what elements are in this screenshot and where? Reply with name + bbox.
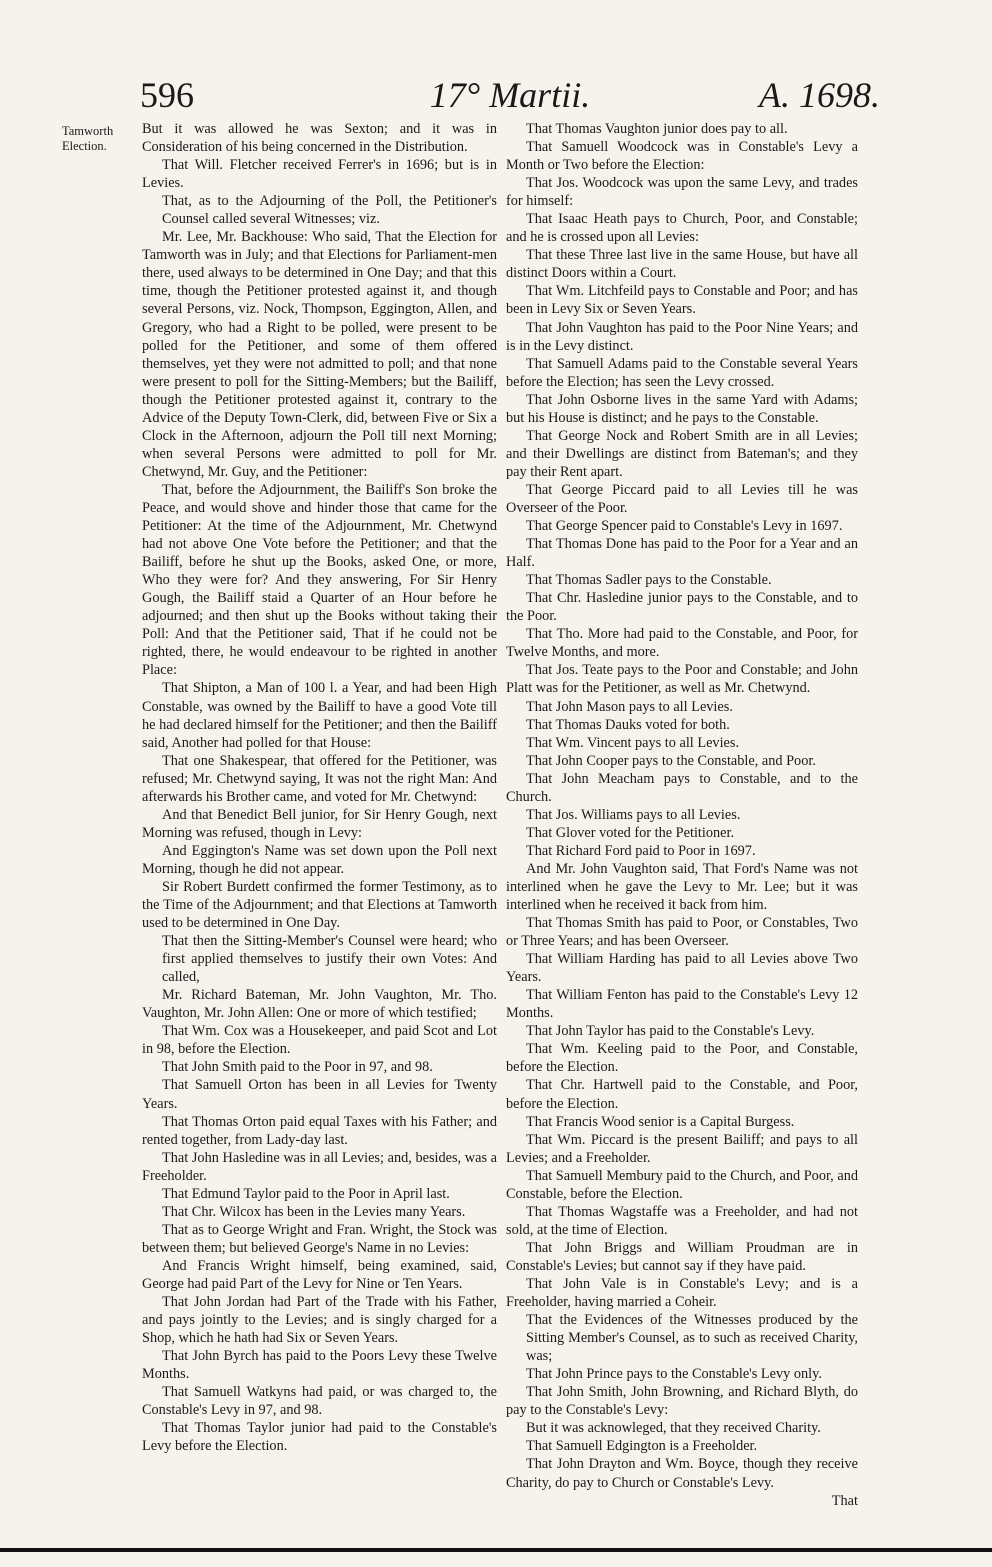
paragraph: That, as to the Adjourning of the Poll, the Petitioner's Counsel called several Witnesses; viz.	[162, 193, 497, 228]
paragraph: That as to George Wright and Fran. Wright, the Stock was between them; but believed George's Name in no Levies:	[142, 1221, 497, 1256]
paragraph: That Chr. Hartwell paid to the Constable, and Poor, before the Election.	[506, 1077, 858, 1112]
paragraph: That Samuell Orton has been in all Levies for Twenty Years.	[142, 1077, 497, 1112]
paragraph: That John Prince pays to the Constable's Levy only.	[526, 1366, 822, 1383]
paragraph: That Thomas Orton paid equal Taxes with his Father; and rented together, from Lady-day last.	[142, 1113, 497, 1148]
paragraph: That Will. Fletcher received Ferrer's in 1696; but is in Levies.	[142, 157, 497, 192]
paragraph: That Wm. Vincent pays to all Levies.	[526, 734, 740, 751]
paragraph: That Jos. Teate pays to the Poor and Constable; and John Platt was for the Petitioner, as well as Mr. Chetwynd.	[506, 662, 858, 697]
margin-note: Tamworth Election.	[62, 124, 114, 153]
paragraph: That John Hasledine was in all Levies; and, besides, was a Freeholder.	[142, 1149, 497, 1184]
running-year: A. 1698.	[759, 75, 880, 115]
paragraph: That John Byrch has paid to the Poors Levy these Twelve Months.	[142, 1348, 497, 1383]
catchword: That	[831, 1492, 858, 1509]
paragraph: That Jos. Williams pays to all Levies.	[526, 806, 741, 823]
paragraph: That John Vale is in Constable's Levy; and is a Freeholder, having married a Coheir.	[506, 1276, 858, 1311]
page-number: 596	[140, 75, 194, 115]
paragraph: That Thomas Wagstaffe was a Freeholder, and had not sold, at the time of Election.	[506, 1203, 858, 1238]
paragraph: That John Jordan had Part of the Trade with his Father, and pays jointly to the Levies; and is singly charged for a Shop, which he hath had Six or Seven Years.	[142, 1294, 497, 1347]
paragraph: That the Evidences of the Witnesses produced by the Sitting Member's Counsel, as to such as received Charity, was;	[526, 1312, 858, 1365]
paragraph: That Wm. Cox was a Housekeeper, and paid Scot and Lot in 98, before the Election.	[142, 1023, 497, 1058]
paragraph: That Samuell Woodcock was in Constable's Levy a Month or Two before the Election:	[506, 139, 858, 174]
paragraph: That Wm. Piccard is the present Bailiff; and pays to all Levies; and a Freeholder.	[506, 1131, 858, 1166]
paragraph: That Edmund Taylor paid to the Poor in April last.	[162, 1185, 450, 1202]
paragraph: Mr. Lee, Mr. Backhouse: Who said, That the Election for Tamworth was in July; and that Elections for Parliament-men there, used always to be determined in One Day; and that this time, though the Petitioner protested against it, and though several Persons, viz. Nock, Thompson, Eggington, Allen, and Gregory, who had a Right to be polled, were present to be polled for the Petitioner, and some of them offered themselves, yet they were not admitted to poll; and that none were present to poll for the Sitting-Members; but the Bailiff, though the Petitioner protested against it, contrary to the Advice of the Deputy Town-Clerk, did, between Five or Six a Clock in the Afternoon, adjourn the Poll till next Morning; when several Persons were admitted to poll for Mr. Chetwynd, Mr. Guy, and the Petitioner:	[142, 229, 497, 480]
paragraph: And Eggington's Name was set down upon the Poll next Morning, though he did not appear.	[142, 842, 497, 877]
paragraph: That then the Sitting-Member's Counsel were heard; who first applied themselves to justify their own Votes: And called,	[162, 933, 497, 986]
paragraph: That Thomas Done has paid to the Poor for a Year and an Half.	[506, 536, 858, 571]
paragraph: That Thomas Dauks voted for both.	[526, 716, 730, 733]
paragraph: But it was allowed he was Sexton; and it was in Consideration of his being concerned in the Distribution.	[142, 121, 497, 156]
paragraph: That Francis Wood senior is a Capital Burgess.	[526, 1113, 795, 1130]
paragraph: That Isaac Heath pays to Church, Poor, and Constable; and he is crossed upon all Levies:	[506, 211, 858, 246]
paragraph: That Wm. Litchfeild pays to Constable and Poor; and has been in Levy Six or Seven Years.	[506, 283, 858, 318]
paragraph: That Thomas Taylor junior had paid to the Constable's Levy before the Election.	[142, 1420, 497, 1455]
paragraph: That Thomas Vaughton junior does pay to all.	[526, 121, 788, 137]
paragraph: That John Smith, John Browning, and Richard Blyth, do pay to the Constable's Levy:	[506, 1384, 858, 1419]
paragraph: That George Nock and Robert Smith are in all Levies; and their Dwellings are distinct from Bateman's; and they pay their Rent apart.	[506, 427, 858, 480]
paragraph: Mr. Richard Bateman, Mr. John Vaughton, Mr. Tho. Vaughton, Mr. John Allen: One or more of which testified;	[142, 987, 497, 1022]
paragraph: That Samuell Edgington is a Freeholder.	[526, 1438, 758, 1455]
paragraph: That Glover voted for the Petitioner.	[526, 824, 735, 841]
paragraph: That John Drayton and Wm. Boyce, though they receive Charity, do pay to Church or Constable's Levy.	[506, 1456, 858, 1491]
paragraph: That William Harding has paid to all Levies above Two Years.	[506, 951, 858, 986]
paragraph: That John Smith paid to the Poor in 97, and 98.	[162, 1059, 433, 1076]
paragraph: But it was acknowleged, that they received Charity.	[526, 1420, 821, 1437]
paragraph: That John Cooper pays to the Constable, and Poor.	[526, 752, 816, 769]
paragraph: That Shipton, a Man of 100 l. a Year, and had been High Constable, was owned by the Bailiff to have a good Vote till he had declared himself for the Petitioner; and then the Bailiff said, Another had polled for that House:	[142, 680, 497, 751]
paragraph: Sir Robert Burdett confirmed the former Testimony, as to the Time of the Adjournment; and that Elections at Tamworth used to be determined in One Day.	[142, 878, 497, 932]
paragraph: That John Taylor has paid to the Constable's Levy.	[526, 1023, 815, 1040]
paragraph: That Samuell Membury paid to the Church, and Poor, and Constable, before the Election.	[506, 1167, 858, 1202]
paragraph: That, before the Adjournment, the Bailiff's Son broke the Peace, and would shove and hinder those that came for the Petitioner: At the time of the Adjournment, Mr. Chetwynd had not above One Vote before the Petitioner; and that the Bailiff, before he shut up the Books, asked One, or more, Who they were for? And they answering, For Sir Henry Gough, the Bailiff staid a Quarter of an Hour before he adjourned; and then shut up the Books without taking their Poll: And that the Petitioner said, That if he could not be righted, there, he would endeavour to be righted in another Place:	[142, 481, 497, 679]
paragraph: That Chr. Hasledine junior pays to the Constable, and to the Poor.	[506, 590, 858, 625]
paragraph: That Tho. More had paid to the Constable, and Poor, for Twelve Months, and more.	[506, 626, 858, 661]
paragraph: That William Fenton has paid to the Constable's Levy 12 Months.	[506, 987, 858, 1022]
paragraph: That John Meacham pays to Constable, and to the Church.	[506, 770, 858, 805]
paragraph: That these Three last live in the same House, but have all distinct Doors within a Court.	[506, 247, 858, 282]
bottom-rule	[0, 1548, 992, 1552]
paragraph: And that Benedict Bell junior, for Sir Henry Gough, next Morning was refused, though in Levy:	[142, 806, 497, 841]
running-head	[140, 74, 880, 126]
paragraph: That Samuell Watkyns had paid, or was charged to, the Constable's Levy in 97, and 98.	[142, 1384, 497, 1419]
paragraph: That Wm. Keeling paid to the Poor, and Constable, before the Election.	[506, 1041, 858, 1076]
paragraph: That John Mason pays to all Levies.	[526, 698, 733, 715]
paragraph: That Jos. Woodcock was upon the same Levy, and trades for himself:	[506, 175, 858, 210]
paragraph: That Samuell Adams paid to the Constable several Years before the Election; has seen the Levy crossed.	[506, 355, 858, 390]
paragraph: That one Shakespear, that offered for the Petitioner, was refused; Mr. Chetwynd saying, It was not the right Man: And afterwards his Brother came, and voted for Mr. Chetwynd:	[142, 752, 497, 805]
paragraph: And Francis Wright himself, being examined, said, George had paid Part of the Levy for Nine or Ten Years.	[142, 1257, 497, 1292]
paragraph: That George Piccard paid to all Levies till he was Overseer of the Poor.	[506, 481, 858, 516]
paragraph: That Chr. Wilcox has been in the Levies many Years.	[162, 1203, 466, 1220]
paragraph: That Richard Ford paid to Poor in 1697.	[526, 842, 756, 859]
paragraph: That George Spencer paid to Constable's Levy in 1697.	[526, 518, 843, 535]
paragraph: That Thomas Smith has paid to Poor, or Constables, Two or Three Years; and has been Overseer.	[506, 915, 858, 950]
paragraph: That Thomas Sadler pays to the Constable.	[526, 572, 772, 589]
paragraph: And Mr. John Vaughton said, That Ford's Name was not interlined when he gave the Levy to Mr. Lee; but it was interlined when he received it back from him.	[506, 860, 858, 914]
right-column	[506, 120, 858, 1509]
paragraph: That John Vaughton has paid to the Poor Nine Years; and is in the Levy distinct.	[506, 319, 858, 354]
paragraph: That John Osborne lives in the same Yard with Adams; but his House is distinct; and he pays to the Constable.	[506, 391, 858, 426]
running-date: 17° Martii.	[429, 75, 591, 115]
left-column	[142, 120, 497, 1455]
paragraph: That John Briggs and William Proudman are in Constable's Levies; but cannot say if they have paid.	[506, 1239, 858, 1274]
